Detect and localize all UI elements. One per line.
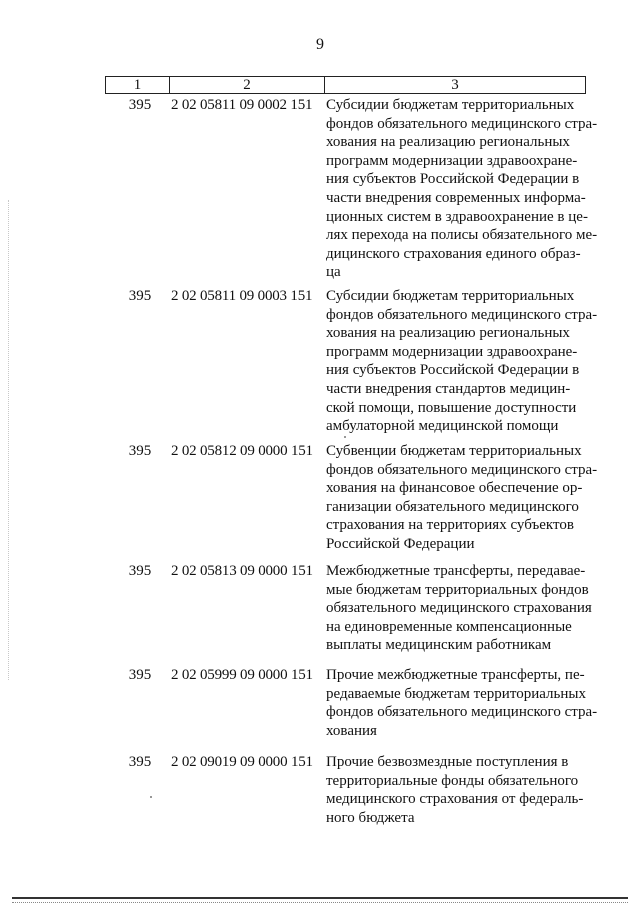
description-line: Субсидии бюджетам территориальных: [326, 97, 575, 113]
description-line: на единовременные компенсационные: [326, 618, 572, 635]
admin-code-cell: 395: [128, 667, 152, 683]
description-line: Прочие межбюджетные трансферты, пе-: [326, 667, 585, 683]
description-line: выплаты медицинским работникам: [326, 637, 552, 654]
description-cell: [326, 442, 598, 554]
admin-code-cell: 395: [128, 563, 152, 579]
description-line: Межбюджетные трансферты, передавае-: [326, 563, 586, 579]
description-line: хования на финансовое обеспечение ор-: [326, 480, 583, 497]
description-line: части внедрения современных информа-: [326, 189, 586, 206]
description-line: Прочие безвозмездные поступления в: [326, 754, 569, 770]
revenue-code-cell: 2 02 09019 09 0000 151: [171, 754, 313, 770]
admin-code-cell: 395: [128, 443, 152, 459]
revenue-code-cell: 2 02 05812 09 0000 151: [171, 443, 313, 459]
description-line: фондов обязательного медицинского стра-: [326, 306, 598, 323]
description-line: фондов обязательного медицинского стра-: [326, 461, 598, 478]
table-header: [105, 76, 586, 94]
description-line: ния субъектов Российской Федерации в: [326, 171, 580, 188]
scan-speck: [150, 796, 152, 798]
description-cell: [326, 96, 598, 282]
admin-code-cell: 395: [128, 97, 152, 113]
description-line: программ модернизации здравоохране-: [326, 152, 578, 169]
description-line: Субвенции бюджетам территориальных: [326, 443, 582, 459]
description-line: фондов обязательного медицинского стра-: [326, 704, 598, 721]
description-line: ской помощи, повышение доступности: [326, 399, 577, 416]
scan-speck: [344, 436, 346, 438]
description-line: части внедрения стандартов медицин-: [326, 380, 571, 397]
description-cell: [326, 562, 592, 655]
header-col-1: 1: [106, 77, 170, 94]
description-line: амбулаторной медицинской помощи: [326, 418, 559, 435]
description-line: ного бюджета: [326, 809, 415, 826]
description-line: хования: [326, 722, 377, 739]
description-line: программ модернизации здравоохране-: [326, 343, 578, 360]
page-number: 9: [316, 36, 324, 53]
revenue-code-cell: 2 02 05999 09 0000 151: [171, 667, 313, 683]
description-line: ционных систем в здравоохранение в це-: [326, 208, 588, 225]
description-line: дицинского страхования единого образ-: [326, 245, 581, 262]
revenue-code-cell: 2 02 05811 09 0003 151: [171, 288, 313, 304]
description-line: ганизации обязательного медицинского: [326, 498, 579, 515]
admin-code-cell: 395: [128, 754, 152, 770]
description-line: ца: [326, 264, 341, 281]
description-line: хования на реализацию региональных: [326, 134, 570, 151]
description-cell: [326, 753, 588, 827]
description-line: редаваемые бюджетам территориальных: [326, 685, 586, 702]
description-cell: [326, 287, 598, 436]
bottom-rule-dotted: [12, 902, 628, 903]
bottom-rule: [12, 897, 628, 899]
description-line: мые бюджетам территориальных фондов: [326, 581, 589, 598]
description-line: ния субъектов Российской Федерации в: [326, 362, 580, 379]
description-cell: [326, 666, 598, 740]
revenue-code-cell: 2 02 05813 09 0000 151: [171, 563, 313, 579]
description-line: фондов обязательного медицинского стра-: [326, 115, 598, 132]
description-line: хования на реализацию региональных: [326, 325, 570, 342]
margin-scan-artifact: [8, 200, 9, 680]
admin-code-cell: 395: [128, 288, 152, 304]
description-line: Субсидии бюджетам территориальных: [326, 288, 575, 304]
description-line: территориальные фонды обязательного: [326, 772, 579, 789]
revenue-code-cell: 2 02 05811 09 0002 151: [171, 97, 313, 113]
description-line: лях перехода на полисы обязательного ме-: [326, 227, 598, 244]
description-line: медицинского страхования от федераль-: [326, 791, 584, 808]
header-col-2: 2: [170, 77, 325, 94]
description-line: Российской Федерации: [326, 535, 475, 552]
header-col-3: 3: [325, 77, 586, 94]
description-line: обязательного медицинского страхования: [326, 600, 592, 617]
description-line: страхования на территориях субъектов: [326, 517, 574, 534]
